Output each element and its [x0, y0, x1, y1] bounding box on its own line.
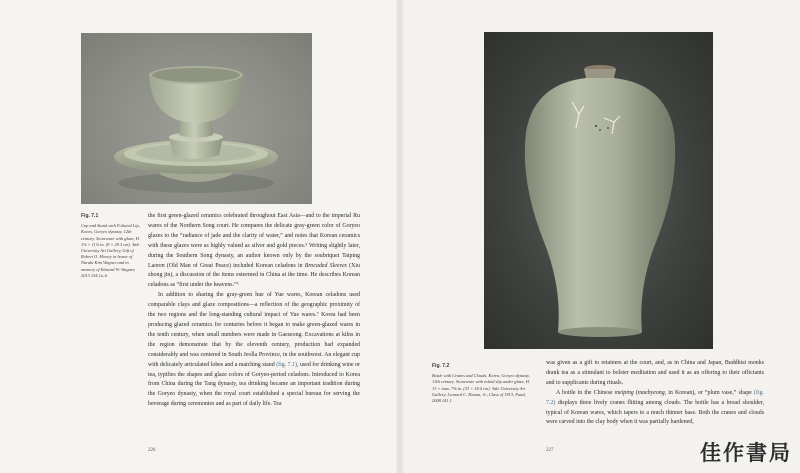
- figure-label-right: Fig. 7.2: [432, 363, 450, 369]
- text-run: was given as a gift to retainers at the court, and, as in China and Japan, Buddhist monks drank tea as a stimulant to bolster meditation and used it as an offering to their officiants and to supplicants during rituals.: [546, 360, 764, 386]
- text-run-italic: Brocaded Sleeves: [304, 262, 347, 269]
- text-run: displays three lively cranes flitting among clouds. The bottle has a broad shoulder, typical of Korean wares, which tapers to a much thinner base. Both the cranes and clouds were carved into the clay body when it was partially hardened,: [546, 399, 764, 426]
- text-run-italic: maebyeong: [637, 389, 665, 396]
- text-run: the first green-glazed ceramics celebrated throughout East Asia—and to the imperial Ru wares of the Northern Song court. He compares the delicate gray-green color of Goryeo glazes to the “radiance of jade and the clarity of water,” and notes that Korean ceramics with these glazes were as highly valued as silver and gold pieces.⁵ Writing slightly later, during the Southern Song dynasty, an author known only by the soubriquet Taiping Laoren (Old Man of Great Peace) included Korean celadons in: [148, 213, 360, 269]
- paragraph: [546, 359, 764, 389]
- text-run: , used for drinking wine or tea, typifies the shapes and glaze colors of Goryeo-period celadons. Introduced to Korea from China during the Tang dynasty, tea drinking became an important tradition during the Goryeo dynasty, when the royal court established a special bureau for serving the beverage during ceremonies and as part of daily life. Tea: [148, 361, 360, 408]
- body-column-right: [546, 359, 764, 428]
- cup-and-stand-photo: [81, 33, 312, 204]
- text-run: A bottle in the Chinese: [556, 389, 615, 396]
- figure-caption-right: [432, 363, 530, 404]
- page-number-left: 226: [148, 448, 156, 453]
- paragraph: [148, 212, 360, 291]
- body-column-left: [148, 212, 360, 410]
- page-number-right: 227: [546, 448, 554, 453]
- figure-reference-link[interactable]: (fig. 7.2): [546, 389, 764, 406]
- text-run: (Xiu zhong jin), a discussion of the items esteemed in China at the time. He describes Korean celadons as “first under the heavens.”⁶: [148, 262, 360, 289]
- watermark-stamp: 佳作書局: [700, 441, 792, 465]
- figure-reference-link[interactable]: (fig. 7.1): [276, 361, 297, 368]
- caption-text-right: Bottle with Cranes and Clouds, Korea, Goryeo dynasty, 13th century. Stoneware with inlaid slip under glaze, H. 13 × max. 7⅝ in. (33 × 18.4 cm). Yale University Art Gallery, Leonard C. Hanna, Jr., Class of 1913, Fund, 2008.141.1: [432, 373, 531, 404]
- paragraph: [546, 389, 764, 429]
- text-run: In addition to sharing the gray-green hue of Yue wares, Korean celadons used comparable clays and glaze compositions—a reflection of the geographic proximity of the two regions and the long-standing cultural impact of Yue wares.⁷ Korea had been producing glazed ceramics for centuries before it began to make green-glazed wares in the tenth century, when small numbers were made in Gaeseong. Excavations at kilns in the region demonstrate that by the eleventh century, production had expanded considerably and was centered in South Jeolla Province, in the southwest. An elegant cup with delicately articulated lobes and a matching stand: [148, 292, 360, 368]
- paragraph: [148, 291, 360, 410]
- crane-bottle-photo: [484, 32, 713, 349]
- book-gutter: [396, 0, 404, 473]
- celadon-vase-illustration: [484, 32, 713, 349]
- caption-text-left: Cup and Stand with Foliated Lip, Korea, Goryeo dynasty, 12th century. Stoneware with glaze, H. 3⅛ × 11⅛ in. (9 × 29.3 cm). Yale University Art Gallery, Gift of Robert O. Mowry in honor of Narahi Kim Wagner and in memory of Edward W. Wagner, 2013.154.1a–b: [81, 223, 140, 278]
- text-run-italic: meiping: [614, 389, 634, 396]
- figure-label-left: Fig. 7.1: [81, 213, 99, 219]
- text-run: (: [633, 389, 638, 396]
- text-run: , in Korean), or “plum vase,” shape: [664, 389, 755, 396]
- figure-caption-left: [81, 213, 141, 279]
- celadon-cup-illustration: [81, 33, 312, 204]
